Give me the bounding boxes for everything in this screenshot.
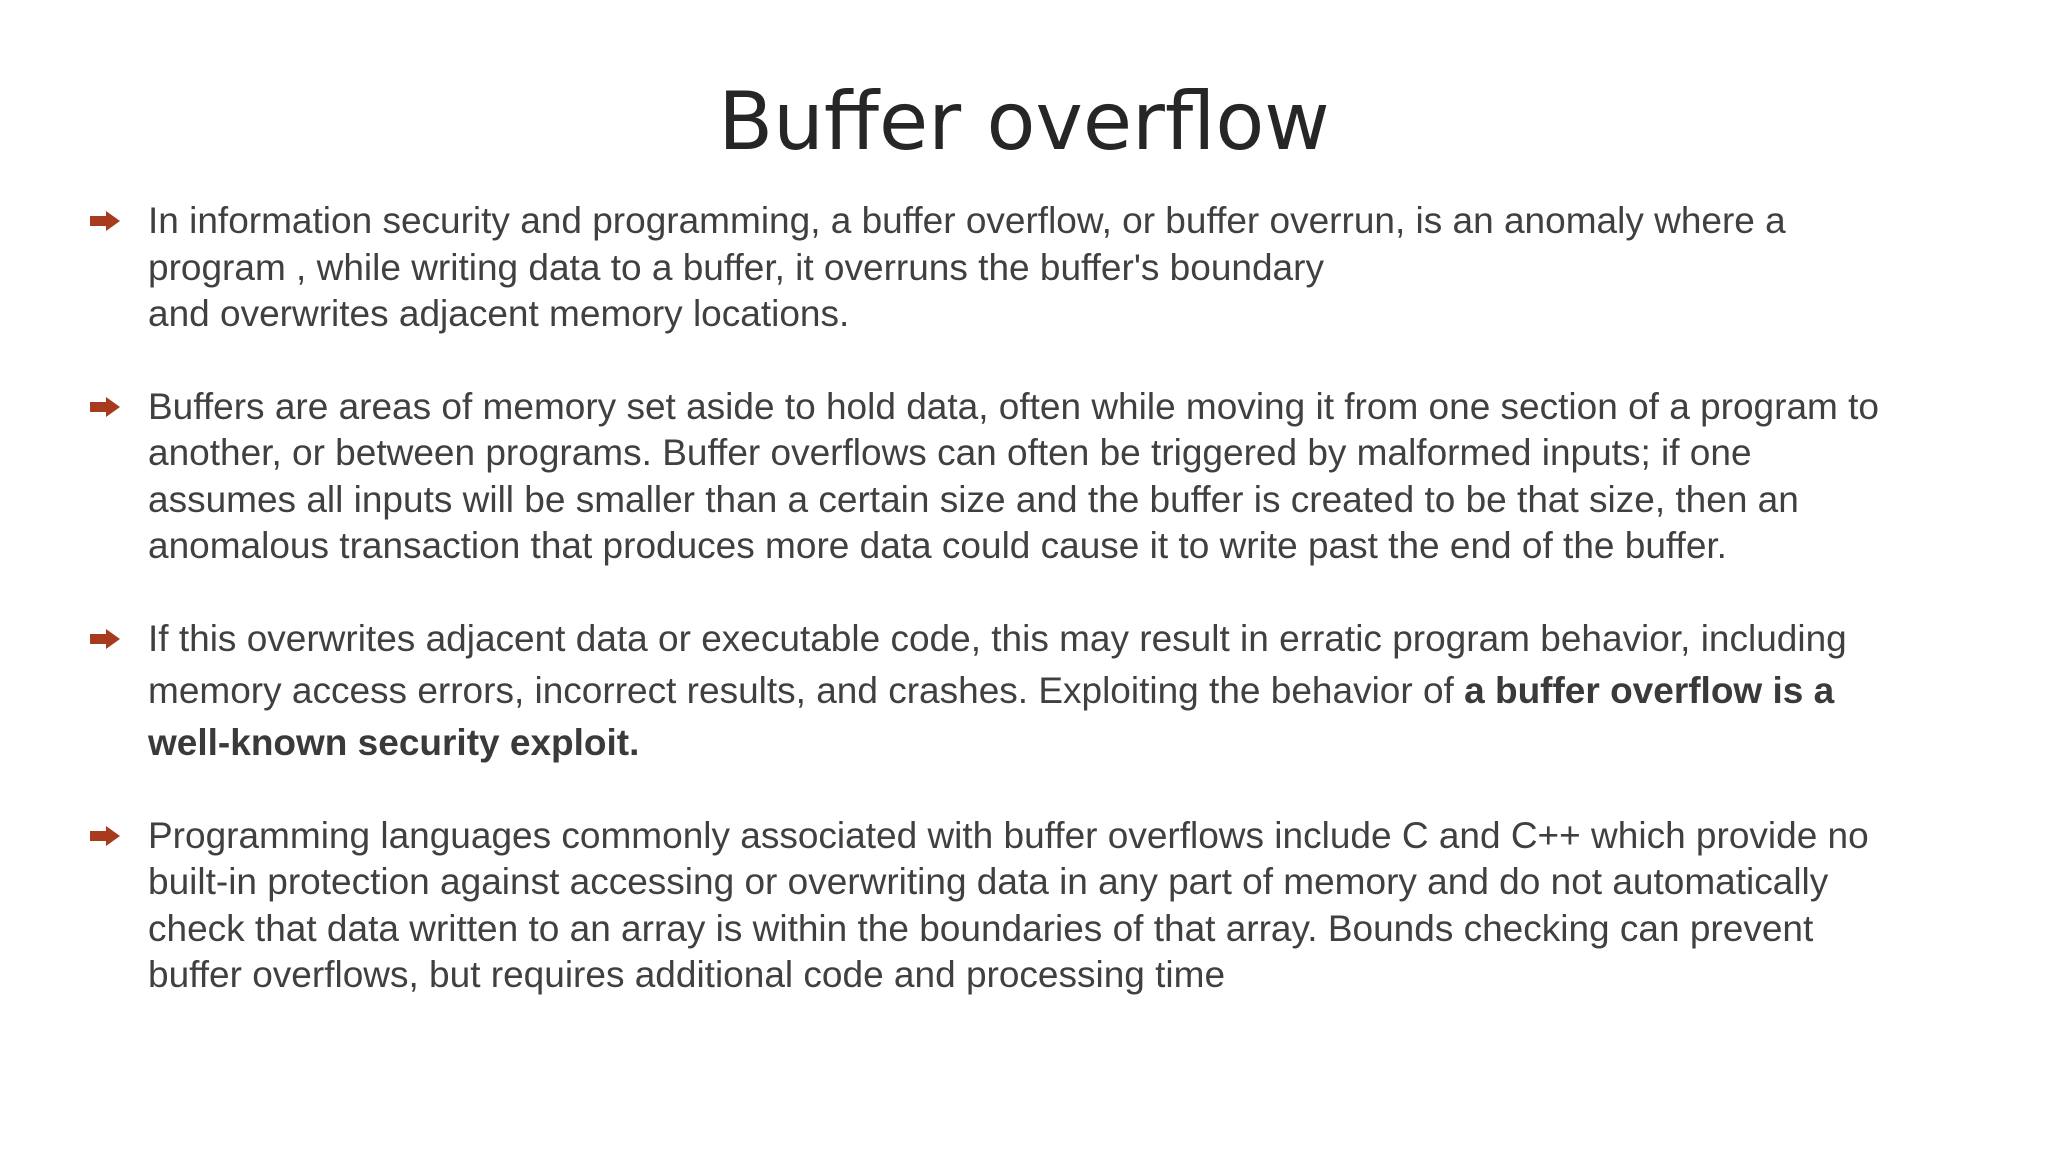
bullet-text-line: built-in protection against accessing or overwriting data in any part of memory and do not automatically <box>148 861 1829 902</box>
bullet-item-4 <box>90 813 1990 999</box>
bullet-item-3 <box>90 616 1990 767</box>
bullet-text-line: Buffers are areas of memory set aside to hold data, often while moving it from one section of a program to <box>148 385 1879 427</box>
bullet-text-line <box>148 662 1990 720</box>
bullet-text-emphasis: a buffer overflow is a <box>1464 670 1835 711</box>
bullet-text-line: anomalous transaction that produces more data could cause it to write past the end of the buffer. <box>148 525 1727 566</box>
bullet-text-line: If this overwrites adjacent data or executable code, this may result in erratic program behavior, including <box>148 617 1847 659</box>
right-arrow-bullet-icon <box>90 629 120 649</box>
right-arrow-bullet-icon <box>90 397 120 417</box>
slide-title: Buffer overflow <box>718 75 1330 168</box>
bullet-text-line: In information security and programming, a buffer overflow, or buffer overrun, is an anomaly where a <box>148 200 1786 241</box>
bullet-text-line: check that data written to an array is within the boundaries of that array. Bounds checking can prevent <box>148 907 1814 949</box>
bullet-text-line: program , while writing data to a buffer, it overruns the buffer's boundary <box>148 246 1324 288</box>
bullet-list <box>90 198 1990 999</box>
bullet-item-1 <box>90 198 1990 338</box>
bullet-text-line: buffer overflows, but requires additional code and processing time <box>148 954 1226 995</box>
bullet-text-line: Programming languages commonly associated with buffer overflows include C and C++ which provide no <box>148 814 1869 856</box>
bullet-text-line: assumes all inputs will be smaller than a certain size and the buffer is created to be that size, then an <box>148 478 1799 520</box>
bullet-text-line: and overwrites adjacent memory locations. <box>148 293 850 334</box>
bullet-text-regular: memory access errors, incorrect results, and crashes. Exploiting the behavior of <box>148 670 1465 711</box>
right-arrow-bullet-icon <box>90 826 120 846</box>
bullet-item-2 <box>90 384 1990 570</box>
right-arrow-bullet-icon <box>90 211 120 231</box>
bullet-text-emphasis: well-known security exploit. <box>148 722 640 763</box>
bullet-text-line: another, or between programs. Buffer overflows can often be triggered by malformed inputs; if one <box>148 432 1752 473</box>
